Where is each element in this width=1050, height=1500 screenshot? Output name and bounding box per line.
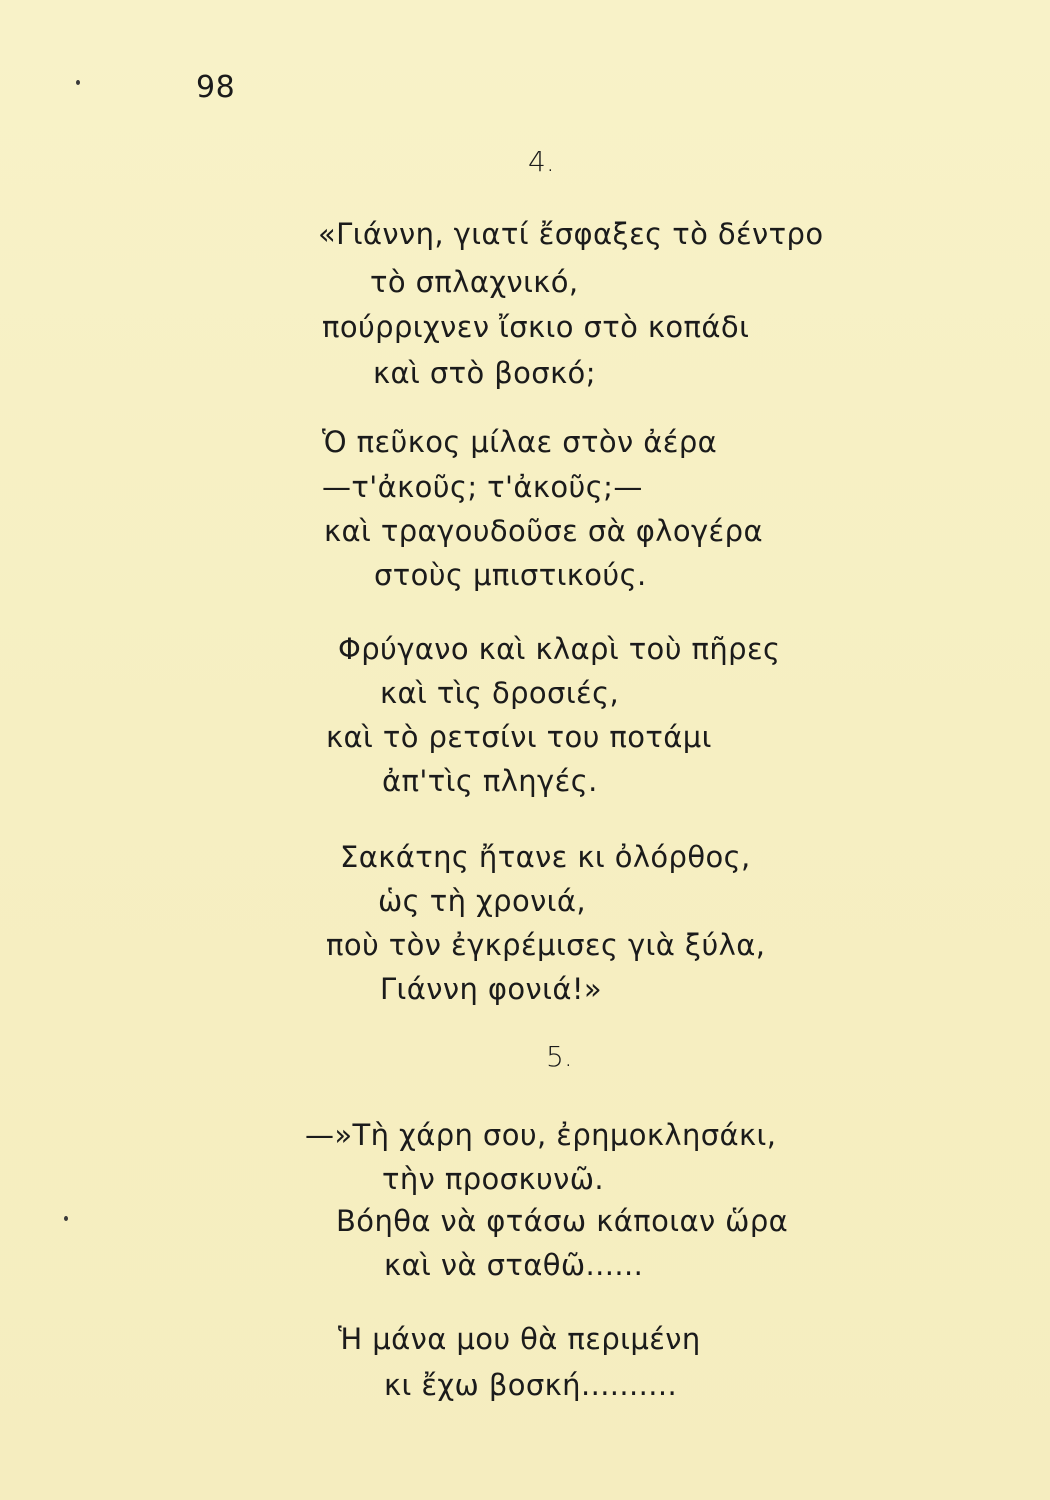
verse-line: Σακάτης ἤτανε κι ὀλόρθος, [340, 840, 751, 874]
verse-line: τὸ σπλαχνικό, [370, 265, 579, 299]
verse-line: Γιάννη φονιά!» [380, 972, 603, 1006]
verse-line: Βόηθα νὰ φτάσω κάποιαν ὥρα [336, 1204, 789, 1238]
verse-line: Ὁ πεῦκος μίλαε στὸν ἀέρα [322, 425, 718, 459]
print-speck [76, 80, 80, 85]
verse-line: καὶ τὶς δροσιές, [380, 676, 620, 710]
verse-line: Φρύγανο καὶ κλαρὶ τοὺ πῆρες [338, 632, 781, 666]
verse-line: καὶ τραγουδοῦσε σὰ φλογέρα [324, 514, 763, 548]
verse-line: ποὺ τὸν ἐγκρέμισες γιὰ ξύλα, [326, 928, 766, 962]
verse-line: τὴν προσκυνῶ. [382, 1162, 605, 1196]
verse-line: πούρριχνεν ἴσκιο στὸ κοπάδι [322, 310, 750, 344]
verse-line: καὶ τὸ ρετσίνι του ποτάμι [326, 720, 712, 754]
verse-line: στοὺς μπιστικούς. [374, 558, 647, 592]
verse-line: καὶ στὸ βοσκό; [373, 356, 596, 390]
verse-line: κι ἔχω βοσκή.......... [384, 1368, 678, 1402]
verse-line: —τ'ἀκοῦς; τ'ἀκοῦς;— [322, 470, 643, 504]
verse-line: «Γιάννη, γιατί ἔσφαξες τὸ δέντρο [318, 217, 824, 251]
page-number: 98 [196, 70, 236, 105]
verse-line: καὶ νὰ σταθῶ...... [384, 1248, 644, 1282]
section-number: 4. [528, 145, 555, 178]
verse-line: Ἡ μάνα μου θὰ περιμένη [338, 1322, 701, 1356]
verse-line: ἀπ'τὶς πληγές. [382, 764, 598, 798]
section-number: 5. [546, 1040, 573, 1073]
print-speck [64, 1216, 68, 1221]
verse-line: —»Τὴ χάρη σου, ἐρημοκλησάκι, [305, 1118, 777, 1152]
verse-line: ὡς τὴ χρονιά, [378, 884, 587, 918]
